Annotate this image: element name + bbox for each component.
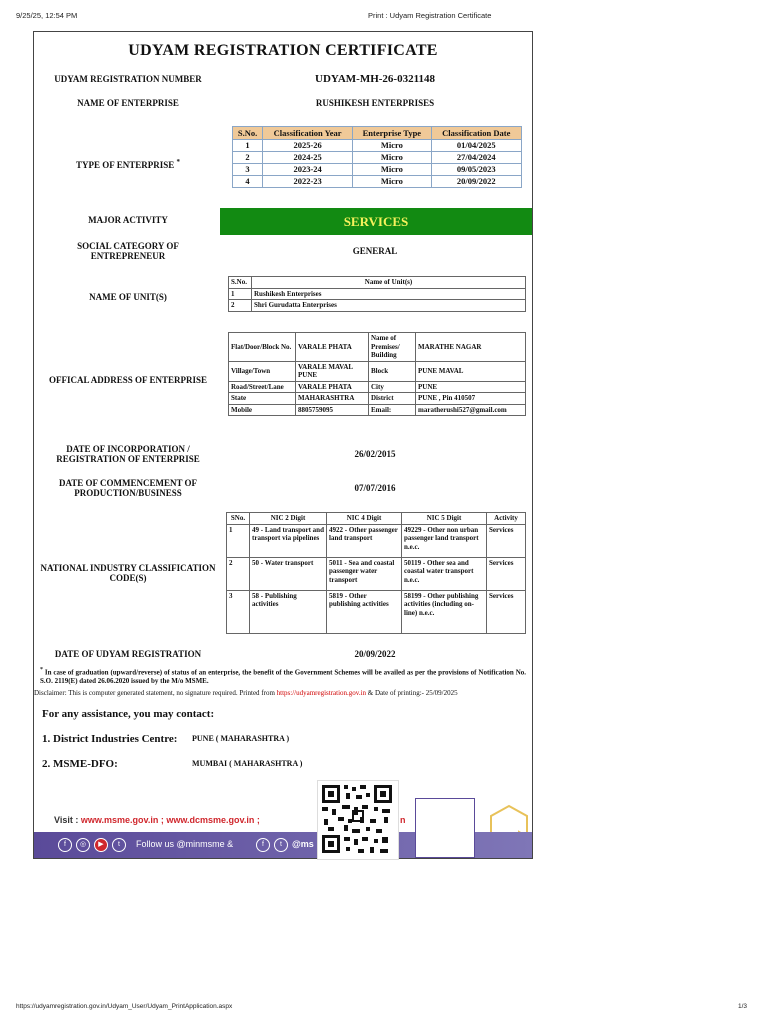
footnote-star: * (40, 667, 43, 673)
address-cell: Mobile (229, 404, 296, 416)
classification-header-row (233, 127, 522, 140)
browser-page-title: Print : Udyam Registration Certificate (368, 11, 492, 20)
enterprise-name-label: NAME OF ENTERPRISE (77, 98, 179, 108)
nic-cell: 50 - Water transport (250, 557, 327, 590)
nic-header-cell: NIC 2 Digit (250, 513, 327, 525)
table-row (229, 404, 526, 416)
address-cell: maratherushi527@gmail.com (416, 404, 526, 416)
udyam-date-label: DATE OF UDYAM REGISTRATION (54, 649, 202, 659)
assistance-heading: For any assistance, you may contact: (42, 708, 215, 720)
units-header-cell: Name of Unit(s) (252, 277, 526, 289)
instagram-icon[interactable]: ◎ (76, 838, 90, 852)
certificate-title: UDYAM REGISTRATION CERTIFICATE (128, 42, 438, 59)
visit-websites (54, 815, 260, 825)
nic-header-row (227, 513, 526, 525)
disclaimer-text: Disclaimer: This is computer generated statement, no signature required. Printed from (34, 689, 277, 697)
nic-cell: 49229 - Other non urban passenger land transport n.e.c. (402, 524, 487, 557)
social-category-label: SOCIAL CATEGORY OF ENTREPRENEUR (77, 241, 179, 261)
classification-cell: 2024-25 (263, 152, 353, 164)
dic-label: 1. District Industries Centre: (42, 733, 178, 745)
classification-cell: 4 (233, 176, 263, 188)
classification-header-cell: Classification Date (431, 127, 521, 140)
table-row (227, 590, 526, 633)
classification-cell: 2 (233, 152, 263, 164)
nic-cell: 2 (227, 557, 250, 590)
table-row (229, 288, 526, 300)
incorporation-date-value: 26/02/2015 (354, 449, 396, 459)
nic-cell: 5819 - Other publishing activities (327, 590, 402, 633)
address-cell: State (229, 393, 296, 405)
table-row (229, 361, 526, 381)
visit-sites[interactable]: www.msme.gov.in ; www.dcmsme.gov.in ; (80, 815, 260, 825)
classification-cell: 01/04/2025 (431, 140, 521, 152)
nic-cell: 58199 - Other publishing activities (including on-line) n.e.c. (402, 590, 487, 633)
classification-header-cell: Classification Year (263, 127, 353, 140)
nic-cell: 4922 - Other passenger land transport (327, 524, 402, 557)
address-cell: Village/Town (229, 361, 296, 381)
units-cell: Shri Gurudatta Enterprises (252, 300, 526, 312)
table-row (227, 557, 526, 590)
disclaimer (34, 689, 534, 698)
classification-cell: 20/09/2022 (431, 176, 521, 188)
commencement-date-value: 07/07/2016 (354, 483, 396, 493)
units-cell: 2 (229, 300, 252, 312)
units-header-row (229, 277, 526, 289)
classification-cell: 27/04/2024 (431, 152, 521, 164)
classification-cell: 3 (233, 164, 263, 176)
address-label: OFFICAL ADDRESS OF ENTERPRISE (49, 375, 207, 385)
browser-page-number: 1/3 (738, 1003, 748, 1010)
table-row (229, 333, 526, 362)
classification-cell: Micro (353, 152, 431, 164)
units-header-cell: S.No. (229, 277, 252, 289)
nic-header-cell: NIC 4 Digit (327, 513, 402, 525)
visit-site-tail: n (400, 815, 406, 825)
nic-label: NATIONAL INDUSTRY CLASSIFICATION CODE(S) (40, 563, 216, 583)
follow-handle-tail: @ms (292, 839, 314, 849)
table-row (229, 381, 526, 393)
social-category-value: GENERAL (352, 246, 398, 256)
address-cell: PUNE MAVAL (416, 361, 526, 381)
classification-table (232, 126, 522, 188)
classification-cell: 09/05/2023 (431, 164, 521, 176)
dfo-label: 2. MSME-DFO: (42, 758, 118, 770)
nic-cell: 3 (227, 590, 250, 633)
address-table (228, 332, 526, 416)
major-activity-label: MAJOR ACTIVITY (88, 215, 168, 225)
disclaimer-link[interactable]: https://udyamregistration.gov.in (276, 689, 367, 697)
nic-cell: Services (487, 557, 526, 590)
address-cell: PUNE , Pin 410507 (416, 393, 526, 405)
address-cell: Block (369, 361, 416, 381)
nic-table (226, 512, 526, 634)
table-row (233, 176, 522, 188)
incorporation-date-label: DATE OF INCORPORATION / REGISTRATION OF ENTERPRISE (56, 444, 200, 464)
address-cell: 8805759095 (296, 404, 369, 416)
enterprise-type-label-text: TYPE OF ENTERPRISE (76, 160, 175, 170)
photo-placeholder (415, 798, 475, 858)
classification-cell: 2025-26 (263, 140, 353, 152)
nic-cell: 50119 - Other sea and coastal water transport n.e.c. (402, 557, 487, 590)
units-cell: 1 (229, 288, 252, 300)
reg-number-label: UDYAM REGISTRATION NUMBER (54, 74, 202, 84)
nic-header-cell: NIC 5 Digit (402, 513, 487, 525)
units-table (228, 276, 526, 312)
table-row (229, 300, 526, 312)
units-label: NAME OF UNIT(S) (89, 292, 167, 302)
browser-datetime: 9/25/25, 12:54 PM (16, 11, 78, 20)
address-cell: VARALE PHATA (296, 381, 369, 393)
qr-code (317, 780, 399, 860)
facebook-icon[interactable]: f (58, 838, 72, 852)
footnote (40, 666, 526, 686)
qr-code-icon (318, 781, 396, 857)
address-cell: City (369, 381, 416, 393)
address-cell: VARALE PHATA (296, 333, 369, 362)
nic-cell: 49 - Land transport and transport via pipelines (250, 524, 327, 557)
nic-cell: Services (487, 524, 526, 557)
udyam-date-value: 20/09/2022 (354, 649, 396, 659)
follow-us-text: Follow us @minmsme & (136, 839, 234, 849)
enterprise-type-label (40, 157, 216, 170)
classification-header-cell: Enterprise Type (353, 127, 431, 140)
major-activity-value: SERVICES (220, 208, 532, 235)
classification-cell: Micro (353, 140, 431, 152)
nic-cell: Services (487, 590, 526, 633)
nic-header-cell: Activity (487, 513, 526, 525)
twitter-icon-2[interactable]: t (274, 838, 288, 852)
address-cell: VARALE MAVAL PUNE (296, 361, 369, 381)
classification-cell: Micro (353, 176, 431, 188)
table-row (233, 152, 522, 164)
table-row (233, 140, 522, 152)
dic-value: PUNE ( MAHARASHTRA ) (192, 734, 290, 743)
classification-cell: Micro (353, 164, 431, 176)
youtube-icon[interactable]: ▶ (94, 838, 108, 852)
address-cell: PUNE (416, 381, 526, 393)
enterprise-type-star: * (176, 158, 180, 166)
address-cell: District (369, 393, 416, 405)
classification-cell: 2023-24 (263, 164, 353, 176)
disclaimer-date: & Date of printing:- 25/09/2025 (366, 689, 458, 697)
table-row (233, 164, 522, 176)
footnote-text: In case of graduation (upward/reverse) of status of an enterprise, the benefit of the Government Schemes will be availed as per the provisions of Notification No. S.O. 2119(E) dated 26.06.2020 issued by the M/o MSME. (40, 668, 527, 686)
address-cell: Name of Premises/ Building (369, 333, 416, 362)
reg-number-value: UDYAM-MH-26-0321148 (315, 73, 435, 85)
certificate (33, 31, 533, 859)
facebook-icon-2[interactable]: f (256, 838, 270, 852)
address-cell: Flat/Door/Block No. (229, 333, 296, 362)
address-cell: Email: (369, 404, 416, 416)
browser-url: https://udyamregistration.gov.in/Udyam_User/Udyam_PrintApplication.aspx (16, 1003, 233, 1010)
address-cell: Road/Street/Lane (229, 381, 296, 393)
classification-cell: 1 (233, 140, 263, 152)
table-row (227, 524, 526, 557)
classification-cell: 2022-23 (263, 176, 353, 188)
address-cell: MARATHE NAGAR (416, 333, 526, 362)
address-cell: MAHARASHTRA (296, 393, 369, 405)
enterprise-name-value: RUSHIKESH ENTERPRISES (315, 98, 435, 108)
nic-header-cell: SNo. (227, 513, 250, 525)
units-cell: Rushikesh Enterprises (252, 288, 526, 300)
classification-header-cell: S.No. (233, 127, 263, 140)
nic-cell: 58 - Publishing activities (250, 590, 327, 633)
twitter-icon[interactable]: t (112, 838, 126, 852)
dfo-value: MUMBAI ( MAHARASHTRA ) (192, 759, 303, 768)
visit-label: Visit : (54, 815, 81, 825)
nic-cell: 5011 - Sea and coastal passenger water transport (327, 557, 402, 590)
table-row (229, 393, 526, 405)
nic-cell: 1 (227, 524, 250, 557)
commencement-date-label: DATE OF COMMENCEMENT OF PRODUCTION/BUSINESS (58, 478, 198, 498)
